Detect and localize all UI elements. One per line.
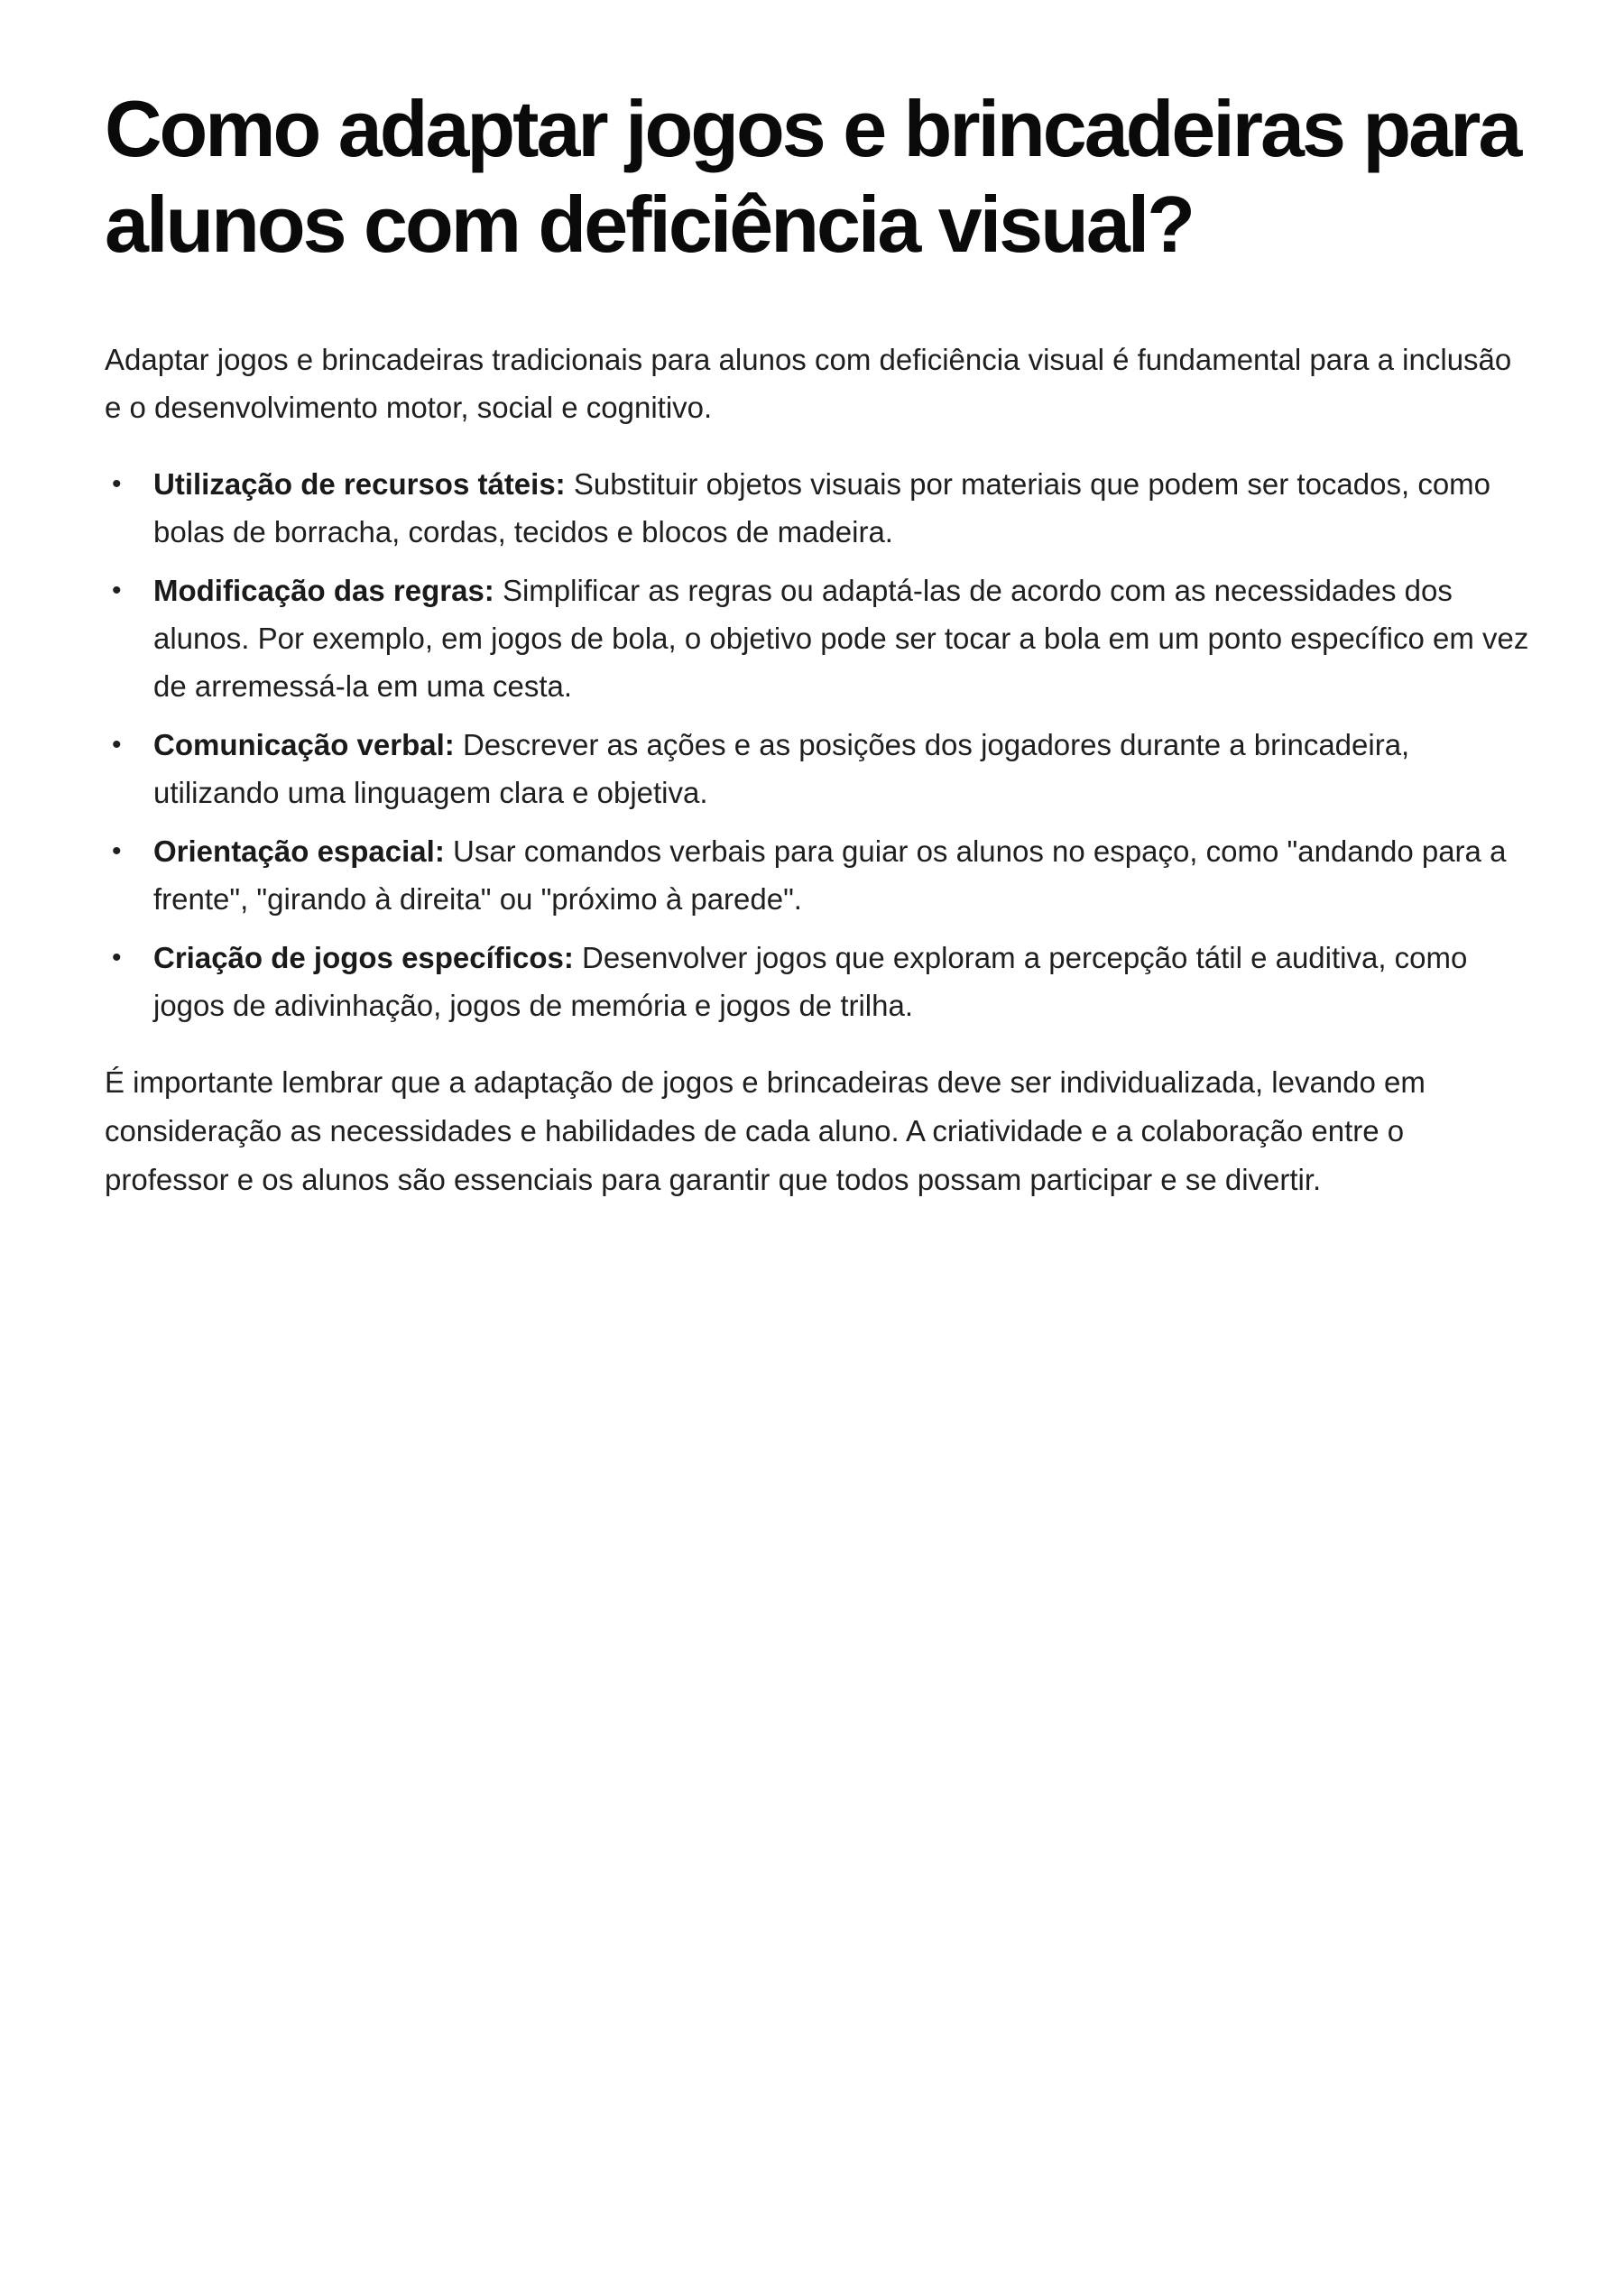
list-item	[105, 721, 1530, 816]
bullet-icon: •	[112, 943, 122, 972]
list-item-text: Simplificar as regras ou adaptá-las de acordo com as necessidades dos alunos. Por exemplo, em jogos de bola, o objetivo pode ser tocar a bola em um ponto específico em vez de arremessá-la em uma cesta.	[153, 574, 1529, 703]
bullet-icon: •	[112, 730, 122, 760]
page-title: Como adaptar jogos e brincadeiras para alunos com deficiência visual?	[105, 84, 1520, 269]
list-item	[105, 460, 1530, 556]
list-item-label: Criação de jogos específicos:	[153, 941, 574, 974]
document-page	[105, 81, 1530, 1204]
intro-paragraph: Adaptar jogos e brincadeiras tradicionais para alunos com deficiência visual é fundamental para a inclusão e o desenvolvimento motor, social e cognitivo.	[105, 343, 1512, 424]
bullet-icon: •	[112, 469, 122, 499]
bullet-icon: •	[112, 836, 122, 866]
list-item-label: Utilização de recursos táteis:	[153, 467, 566, 501]
list-item-label: Orientação espacial:	[153, 834, 445, 868]
list-item-text: Substituir objetos visuais por materiais que podem ser tocados, como bolas de borracha, cordas, tecidos e blocos de madeira.	[153, 467, 1491, 548]
list-item-label: Comunicação verbal:	[153, 728, 455, 761]
list-item-text: Descrever as ações e as posições dos jogadores durante a brincadeira, utilizando uma linguagem clara e objetiva.	[153, 728, 1410, 809]
closing-paragraph: É importante lembrar que a adaptação de jogos e brincadeiras deve ser individualizada, levando em consideração as necessidades e habilidades de cada aluno. A criatividade e a colaboração entre o professor e os alunos são essenciais para garantir que todos possam participar e se divertir.	[105, 1065, 1426, 1196]
tips-list	[105, 460, 1530, 1029]
list-item	[105, 567, 1530, 710]
list-item	[105, 934, 1530, 1029]
list-item	[105, 827, 1530, 923]
list-item-text: Desenvolver jogos que exploram a percepção tátil e auditiva, como jogos de adivinhação, jogos de memória e jogos de trilha.	[153, 941, 1468, 1022]
list-item-text: Usar comandos verbais para guiar os alunos no espaço, como "andando para a frente", "girando à direita" ou "próximo à parede".	[153, 834, 1507, 916]
bullet-icon: •	[112, 576, 122, 605]
list-item-label: Modificação das regras:	[153, 574, 494, 607]
